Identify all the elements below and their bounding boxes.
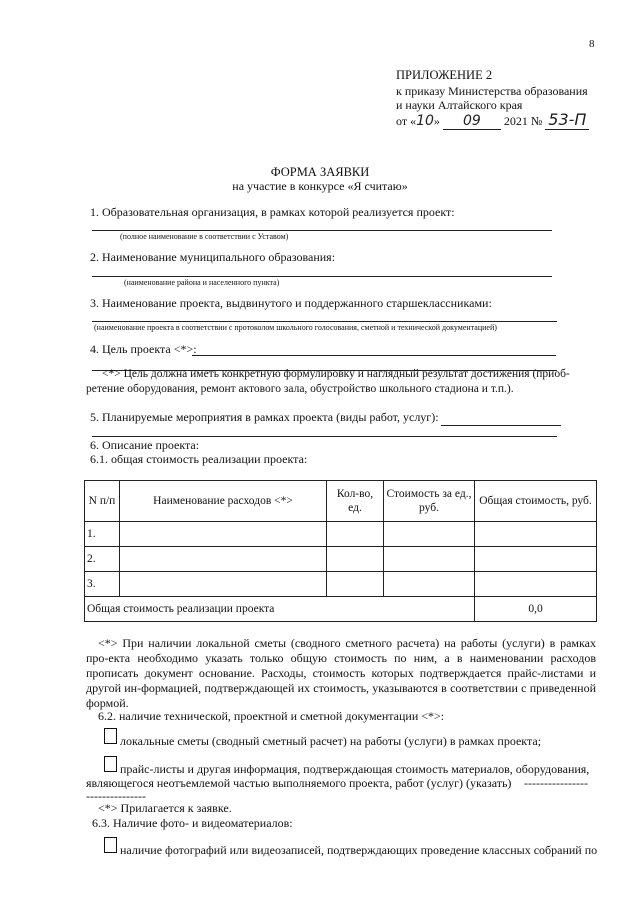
item-5-field[interactable]	[441, 425, 561, 426]
item-6-label: 6. Описание проекта:	[90, 438, 200, 452]
item-1-field[interactable]	[92, 230, 552, 231]
appendix-date-line	[396, 110, 589, 130]
total-label: Общая стоимость реализации проекта	[85, 597, 475, 622]
header-quantity: Кол-во, ед.	[327, 481, 384, 522]
cost-table	[84, 480, 597, 622]
table-row	[85, 522, 597, 547]
appendix-line1: к приказу Министерства образования	[396, 84, 588, 98]
section-6-2-title: 6.2. наличие технической, проектной и сметной документации <*>:	[98, 709, 445, 723]
form-subtitle: на участие в конкурсе «Я считаю»	[232, 179, 408, 193]
checkbox-price-lists[interactable]	[104, 756, 117, 772]
row-number: 2.	[85, 547, 120, 572]
table-note: <*> При наличии локальной сметы (сводного сметного расчета) на работы (услуги) в рамках про-екта необходимо указать только общую стоимость по ним, а в наименовании расходов прописать документ основание. Расходы, стоимость которых подтверждается прайс-листами и другой ин-формацией, подтверждающей их стоимость, указываются в соответствии с приведенной формой.	[86, 636, 596, 710]
table-row	[85, 547, 597, 572]
item-1-hint: (полное наименование в соответствии с Уставом)	[120, 232, 289, 241]
item-5-label: 5. Планируемые мероприятия в рамках проекта (виды работ, услуг):	[90, 410, 439, 424]
price-lists-field[interactable]: ----------------	[524, 776, 588, 790]
item-2-hint: (наименование района и населенного пункта)	[124, 278, 280, 287]
section-6-3-title: 6.3. Наличие фото- и видеоматериалов:	[92, 816, 293, 830]
option-local-estimates: локальные сметы (сводный сметный расчет) на работы (услуги) в рамках проекта;	[120, 734, 542, 748]
item-3-field[interactable]	[92, 321, 557, 322]
order-number: 53-П	[545, 110, 589, 130]
cell-quantity[interactable]	[327, 572, 384, 597]
option-price-lists-1: прайс-листы и другая информация, подтверждающая стоимость материалов, оборудования,	[120, 762, 590, 776]
item-4-field[interactable]	[192, 355, 556, 356]
item-3-hint: (наименование проекта в соответствии с протоколом школьного голосования, сметной и технической документацией)	[94, 323, 497, 332]
item-4-label: 4. Цель проекта <*>:	[90, 342, 197, 356]
item-2-field[interactable]	[92, 276, 552, 277]
appendix-line2: и науки Алтайского края	[396, 98, 523, 112]
item-4-note-2: ретение оборудования, ремонт актового зала, обустройство школьного стадиона и т.п.).	[86, 383, 514, 395]
cell-quantity[interactable]	[327, 522, 384, 547]
cell-expense[interactable]	[120, 522, 327, 547]
date-year: 2021 №	[503, 114, 543, 128]
header-unit-cost: Стоимость за ед., руб.	[384, 481, 475, 522]
option-price-lists-2: являющегося неотъемлемой частью выполняемого проекта, работ (услуг) (указать)	[86, 776, 512, 790]
section-6-2-note: <*> Прилагается к заявке.	[98, 801, 232, 815]
cell-expense[interactable]	[120, 547, 327, 572]
form-title: ФОРМА ЗАЯВКИ	[270, 165, 370, 179]
header-expense-name: Наименование расходов <*>	[120, 481, 327, 522]
date-month: 09	[443, 113, 501, 130]
cell-unit-cost[interactable]	[384, 522, 475, 547]
header-number: N п/п	[85, 481, 120, 522]
table-row	[85, 572, 597, 597]
header-total-cost: Общая стоимость, руб.	[475, 481, 597, 522]
item-2-label: 2. Наименование муниципального образования:	[90, 250, 336, 264]
item-5-field-2[interactable]	[92, 436, 557, 437]
item-3-label: 3. Наименование проекта, выдвинутого и поддержанного старшеклассниками:	[90, 296, 492, 310]
cell-unit-cost[interactable]	[384, 547, 475, 572]
table-total-row	[85, 597, 597, 622]
date-prefix: от «	[396, 114, 417, 128]
row-number: 1.	[85, 522, 120, 547]
cell-expense[interactable]	[120, 572, 327, 597]
option-photo-video: наличие фотографий или видеозаписей, подтверждающих проведение классных собраний по	[120, 843, 598, 857]
checkbox-local-estimates[interactable]	[104, 728, 117, 744]
row-number: 3.	[85, 572, 120, 597]
item-1-label: 1. Образовательная организация, в рамках которой реализуется проект:	[90, 205, 455, 219]
total-value: 0,0	[475, 597, 597, 622]
appendix-title: ПРИЛОЖЕНИЕ 2	[396, 68, 493, 82]
cell-total[interactable]	[475, 547, 597, 572]
cell-unit-cost[interactable]	[384, 572, 475, 597]
date-day: 10	[416, 113, 434, 129]
item-4-note-1: <*> Цель должна иметь конкретную формулировку и наглядный результат достижения (приоб-	[102, 368, 570, 380]
date-mid: »	[433, 114, 440, 128]
table-header-row	[85, 481, 597, 522]
cell-total[interactable]	[475, 572, 597, 597]
cell-total[interactable]	[475, 522, 597, 547]
checkbox-photo-video[interactable]	[104, 837, 117, 853]
cell-quantity[interactable]	[327, 547, 384, 572]
price-lists-field-2[interactable]: ---------------	[86, 789, 146, 803]
item-6-1-label: 6.1. общая стоимость реализации проекта:	[90, 452, 308, 466]
page-number: 8	[589, 38, 595, 50]
